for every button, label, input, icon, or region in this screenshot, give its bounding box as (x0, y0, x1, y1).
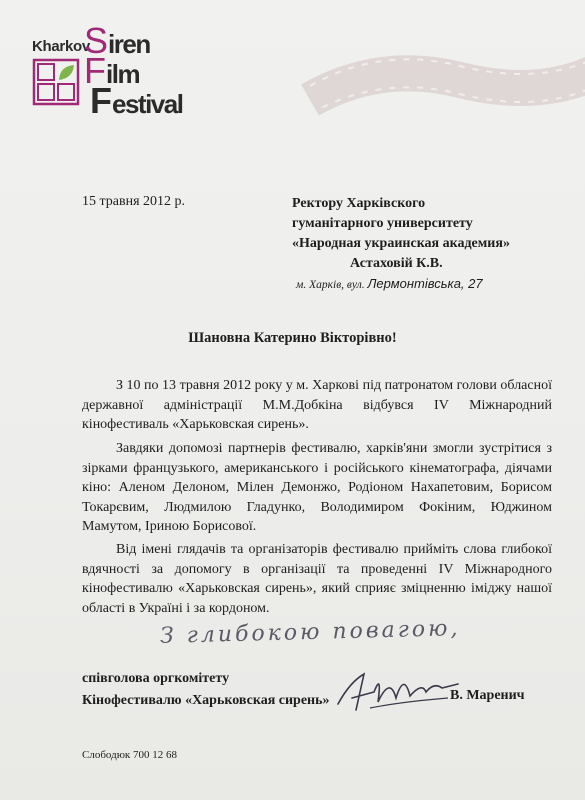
signature-title (82, 668, 330, 712)
logo-word-festival: Festival (90, 80, 183, 121)
letter-date: 15 травня 2012 р. (82, 194, 186, 209)
film-strip-watermark (300, 40, 585, 160)
recipient-address: м. Харків, вул. Лермонтівська, 27 (296, 276, 483, 291)
logo-word-siren: Siren (84, 20, 150, 61)
handwritten-closing: З глибокою повагою, (159, 616, 461, 649)
body-paragraph: З 10 по 13 травня 2012 року у м. Харкові під патронатом голови обласної державної адміністрації М.М.Добкіна відбувся IV Міжнародний кінофестиваль «Харьковская сирень». (82, 378, 552, 432)
festival-logo (24, 20, 194, 121)
signer-name: В. Маренич (450, 688, 525, 703)
recipient-line: «Народная украинская академия» (292, 236, 510, 251)
recipient-line: Ректору Харківского (292, 196, 426, 211)
signature-title-line: співголова оргкомітету (82, 671, 230, 686)
handwritten-signature (330, 662, 470, 722)
logo-leaf-icon (32, 58, 80, 106)
footer-contact: Слободюк 700 12 68 (82, 749, 178, 761)
recipient-block (292, 194, 510, 295)
signature-title-line: Кінофестивалю «Харьковская сирень» (82, 693, 330, 708)
body-paragraph: Завдяки допомозі партнерів фестивалю, харків'яни змогли зустрітися з зірками французького, американського і російського кінематографа, діячами кіно: Аленом Делоном, Мілен Демонжо, Родіоном Нахапетовим, Борисом Токарєвим, Людмилою Гладунко, Володимиром Фокіним, Юджином Мамутом, Іриною Борисової. (82, 441, 552, 534)
salutation: Шановна Катерино Вікторівно! (188, 330, 397, 346)
logo-kharkov-text: Kharkov (32, 38, 90, 55)
recipient-line: гуманітарного университету (292, 216, 473, 231)
body-paragraph: Від імені глядачів та організаторів фестивалю прийміть слова глибокої вдячності за допомогу в організації та проведенні IV Міжнародного кінофестивалю «Харьковская сирень», який сприяє зміцненню іміджу нашої області в Україні і за кордоном. (82, 542, 552, 616)
recipient-name: Астаховій К.В. (350, 256, 443, 271)
logo-word-film: Film (84, 50, 140, 91)
